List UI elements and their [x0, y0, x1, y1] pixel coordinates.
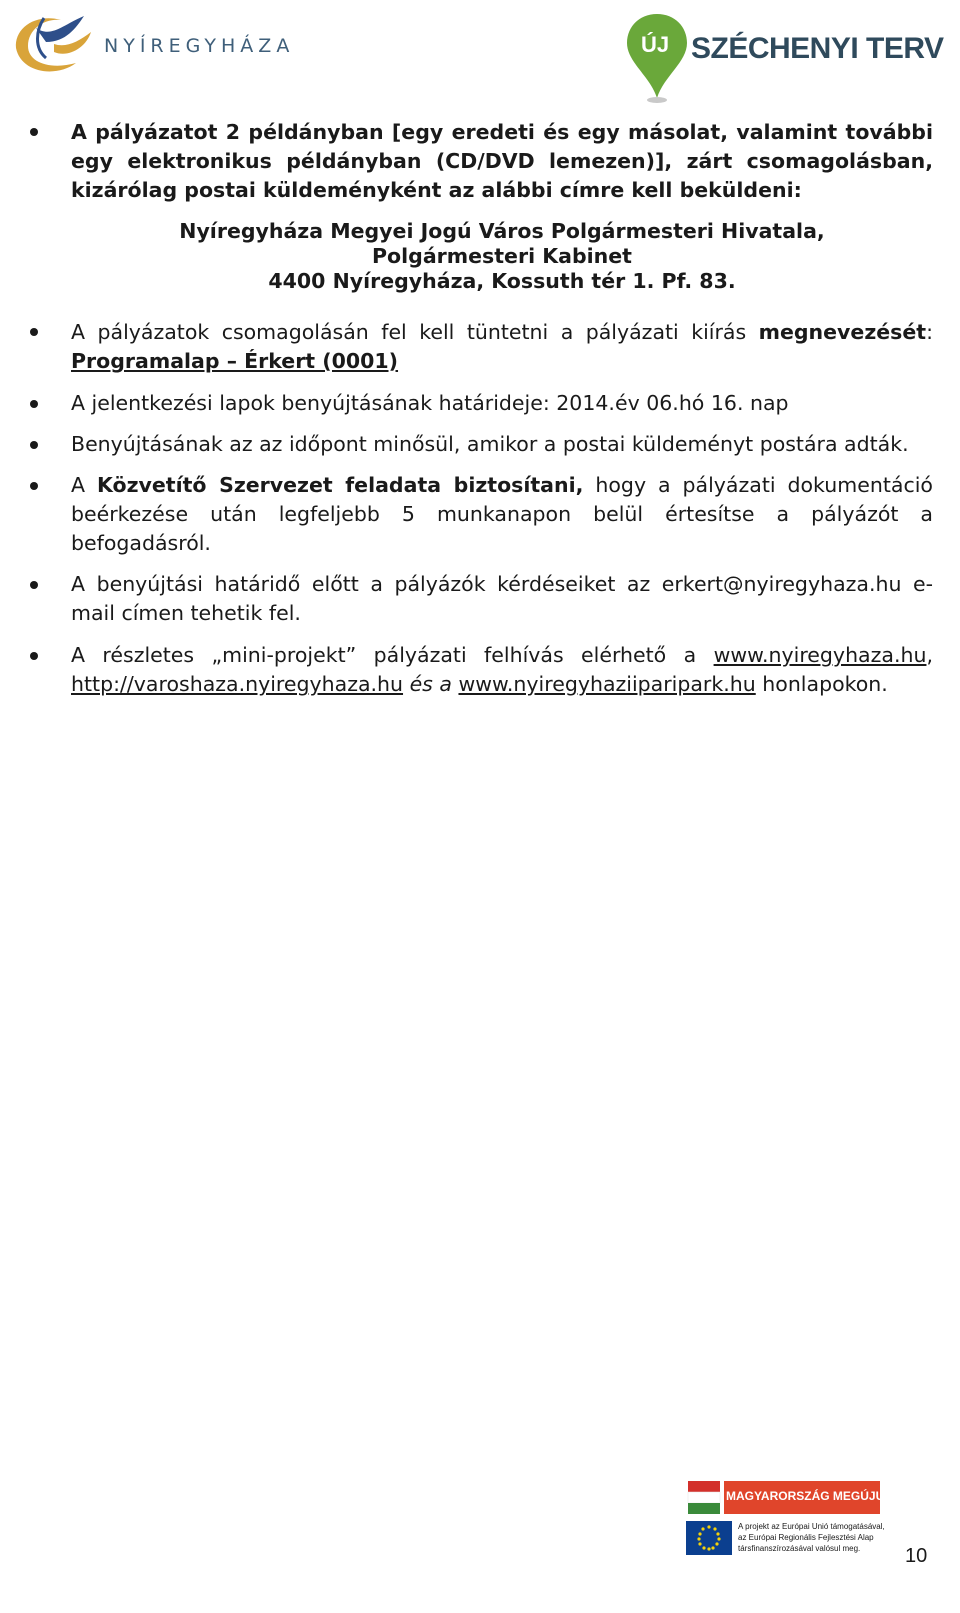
packaging-colon: : — [926, 320, 933, 344]
link-iparipark[interactable]: www.nyiregyhaziiparipark.hu — [458, 672, 756, 696]
link-varoshaza[interactable]: http://varoshaza.nyiregyhaza.hu — [71, 672, 404, 696]
intermediary-a: A — [71, 473, 86, 497]
szechenyi-terv-wordmark: SZÉCHENYI TERV — [691, 32, 944, 65]
submission-line: A pályázatot 2 példányban [egy eredeti és egy másolat, valamint további — [71, 120, 933, 144]
eu-line: az Európai Regionális Fejlesztési Alap — [738, 1533, 874, 1542]
bullet-packaging — [71, 318, 933, 376]
nyiregyhaza-wordmark: NYÍREGYHÁZA — [104, 35, 295, 57]
packaging-text: A pályázatok csomagolásán fel kell tüntetni a pályázati kiírás — [71, 320, 747, 344]
link-nyiregyhaza[interactable]: www.nyiregyhaza.hu — [713, 643, 927, 667]
uj-label: ÚJ — [641, 32, 670, 57]
address-line: 4400 Nyíregyháza, Kossuth tér 1. Pf. 83. — [268, 269, 736, 293]
submission-line: kizárólag postai küldeményként az alábbi címre kell beküldeni: — [71, 178, 802, 202]
bullet-dot — [30, 128, 38, 136]
bullet-dot — [30, 482, 38, 490]
questions-line: mail címen tehetik fel. — [71, 601, 301, 625]
bullet-dot — [30, 400, 38, 408]
bullet-submission — [71, 118, 933, 205]
deadline-text: A jelentkezési lapok benyújtásának határideje: 2014.év 06.hó 16. nap — [71, 391, 789, 415]
address-line: Nyíregyháza Megyei Jogú Város Polgármesteri Hivatala, — [179, 219, 825, 243]
bullet-dot — [30, 328, 38, 336]
details-comma: , — [926, 643, 933, 667]
banner-text: MAGYARORSZÁG MEGÚJUL — [726, 1489, 892, 1503]
bullet-dot — [30, 441, 38, 449]
bullet-intermediary — [71, 471, 933, 558]
questions-line: A benyújtási határidő előtt a pályázók kérdéseiket az erkert@nyiregyhaza.hu e- — [71, 572, 933, 596]
program-title: Programalap – Érkert (0001) — [71, 349, 399, 373]
mailing-address — [71, 219, 933, 294]
eu-funding-notice — [686, 1521, 885, 1557]
intermediary-line: beérkezése után legfeljebb 5 munkanapon belül értesítse a pályázót a — [71, 502, 933, 526]
intermediary-bold: Közvetítő Szervezet feladata biztosítani, — [96, 473, 584, 497]
page-number: 10 — [905, 1545, 928, 1567]
nyiregyhaza-logo — [6, 8, 316, 78]
nyiregyhaza-emblem-icon — [6, 8, 106, 78]
address-line: Polgármesteri Kabinet — [372, 244, 632, 268]
szechenyi-terv-logo — [625, 10, 944, 105]
packaging-name-bold: megnevezését — [758, 320, 927, 344]
magyarorszag-megujul-banner — [686, 1478, 892, 1516]
submission-time-text: Benyújtásának az az időpont minősül, amikor a postai küldeményt postára adták. — [71, 432, 909, 456]
details-end: honlapokon. — [762, 672, 888, 696]
eu-flag-icon — [686, 1521, 732, 1555]
bullet-dot — [30, 581, 38, 589]
eu-line: A projekt az Európai Unió támogatásával, — [738, 1522, 885, 1531]
intermediary-line: befogadásról. — [71, 531, 211, 555]
details-text: A részletes „mini-projekt” pályázati felhívás elérhető a — [71, 643, 697, 667]
bullet-details — [71, 641, 933, 699]
bullet-dot — [30, 652, 38, 660]
eu-line: társfinanszírozásával valósul meg. — [738, 1544, 861, 1553]
details-and: és a — [409, 672, 452, 696]
submission-line: egy elektronikus példányban (CD/DVD lemezen)], zárt csomagolásban, — [71, 149, 933, 173]
bullet-questions — [71, 570, 933, 628]
eu-text — [738, 1521, 885, 1554]
intermediary-rest: hogy a pályázati dokumentáció — [595, 473, 933, 497]
